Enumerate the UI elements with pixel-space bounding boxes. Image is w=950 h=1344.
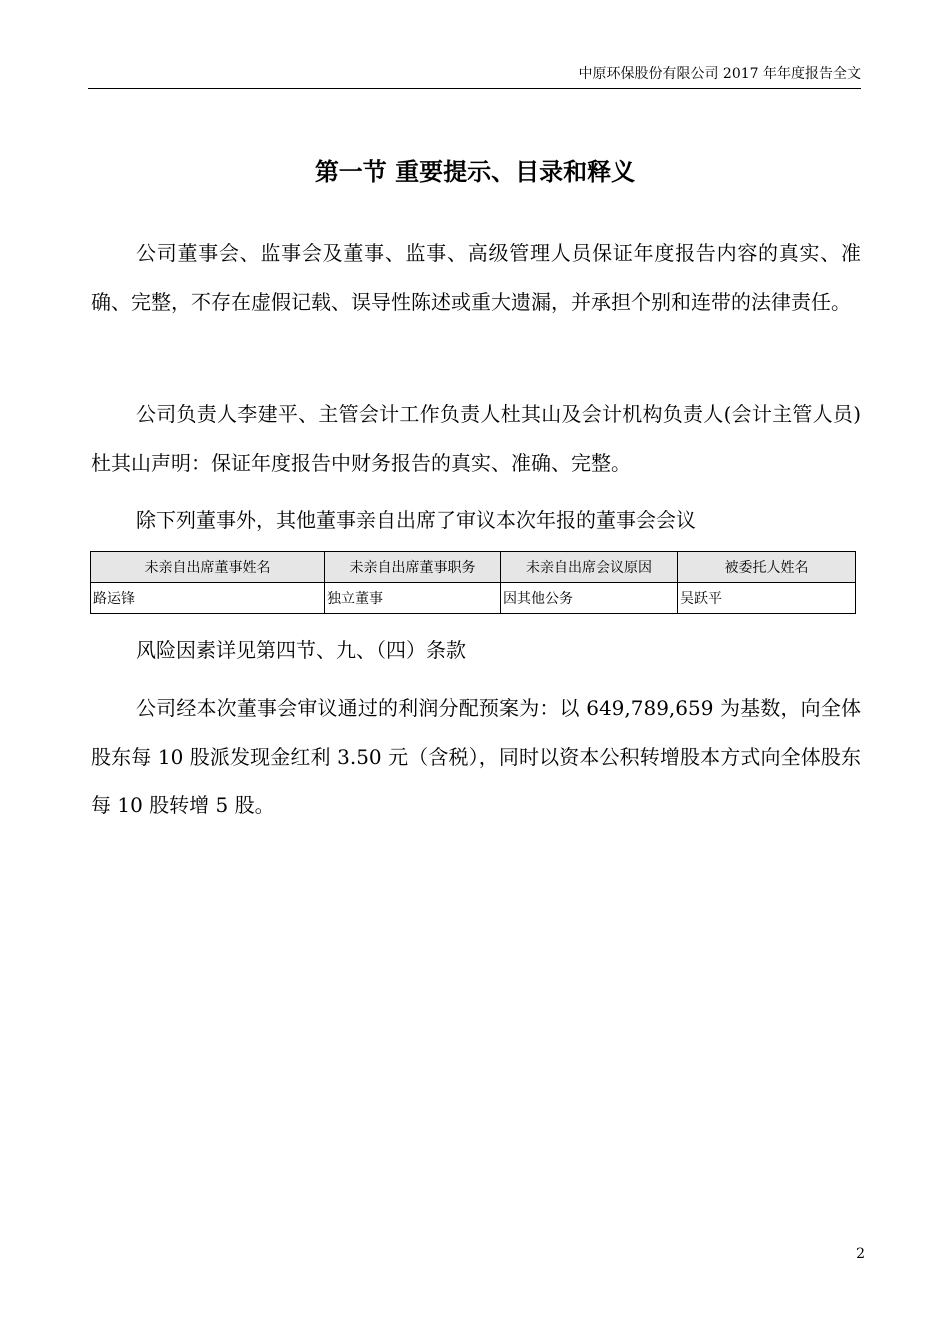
column-header-position: 未亲自出席董事职务 (325, 552, 501, 583)
column-header-proxy: 被委托人姓名 (678, 552, 856, 583)
header-divider (88, 88, 861, 89)
dividend-plan: 公司经本次董事会审议通过的利润分配预案为：以 649,789,659 为基数，向全体股东每 10 股派发现金红利 3.50 元（含税），同时以资本公积转增股本方式向全体股东每 10 股转增 5 股。 (91, 696, 861, 817)
table-header-row (91, 552, 856, 583)
section-title: 第一节 重要提示、目录和释义 (314, 157, 636, 186)
column-header-reason: 未亲自出席会议原因 (501, 552, 678, 583)
responsibility-statement: 公司董事会、监事会及董事、监事、高级管理人员保证年度报告内容的真实、准确、完整，不存在虚假记载、误导性陈述或重大遗漏，并承担个别和连带的法律责任。 (91, 241, 861, 314)
table-row (91, 583, 856, 614)
column-header-name: 未亲自出席董事姓名 (91, 552, 325, 583)
risk-factors-note: 风险因素详见第四节、九、（四）条款 (136, 638, 466, 662)
absent-directors-table (90, 551, 856, 614)
running-header: 中原环保股份有限公司 2017 年年度报告全文 (578, 66, 861, 82)
page-number: 2 (856, 1246, 865, 1262)
attendance-statement: 除下列董事外，其他董事亲自出席了审议本次年报的董事会会议 (136, 508, 696, 532)
financial-report-statement: 公司负责人李建平、主管会计工作负责人杜其山及会计机构负责人(会计主管人员)杜其山声明：保证年度报告中财务报告的真实、准确、完整。 (91, 402, 861, 475)
cell-proxy-name: 吴跃平 (678, 583, 856, 614)
cell-director-name: 路运锋 (91, 583, 325, 614)
cell-director-position: 独立董事 (325, 583, 501, 614)
cell-absence-reason: 因其他公务 (501, 583, 678, 614)
